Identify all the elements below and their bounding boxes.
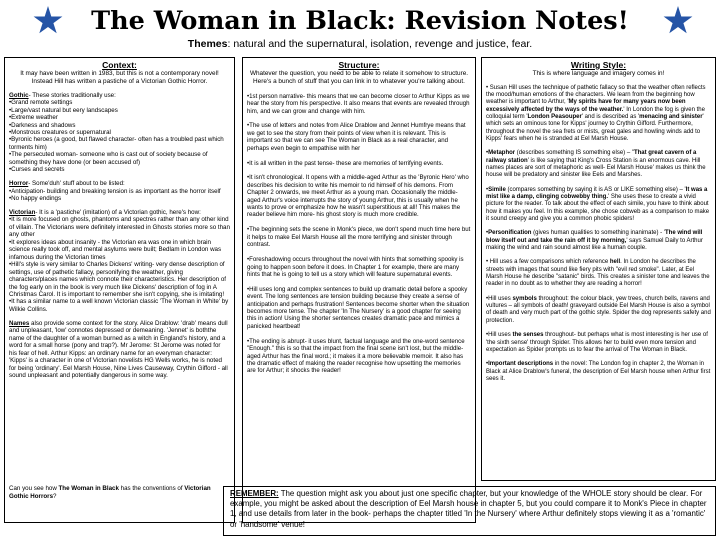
context-intro: It may have been written in 1983, but this is not a contemporary novel! Instead Hill has written a pastiche of a Victorian Gothic Horror. <box>20 70 219 85</box>
list-item: •No happy endings <box>9 195 62 203</box>
structure-point: •1st person narrative- this means that we can become closer to Arthur Kipps as we hear the story from his perspective. It also means that events are revealed through him, and we can grow and change with him. <box>247 92 470 115</box>
context-heading: Context: <box>102 60 137 70</box>
writing-point-symbols: •Hill uses symbols throughout: the colour black, yew trees, church bells, ravens and vultures – all symbols of death! graveyard outside Eel Marsh House is also a symbol of death and very much part of the gothic style. Spider the dog represents safety and protection. <box>486 295 711 324</box>
list-item: •It has a similar name to a well known Victorian classic 'The Woman in White' by Wilkie Collins. <box>9 298 229 313</box>
structure-heading: Structure: <box>338 60 380 70</box>
writing-point-personification: •Personification (gives human qualities to something inanimate) - 'The wind will blow itself out and take the rain off it by morning,' says Samuel Daily to Arthur making the wind and rain sound almost like a human couple. <box>486 230 703 251</box>
structure-intro: Whatever the question, you need to be able to relate it somehow to structure. Here's a bunch of stuff that you can link in to whatever you're talking about. <box>249 70 469 85</box>
list-item: •Darkness and shadows <box>9 121 76 129</box>
structure-point: •It is all written in the past tense- these are memories of terrifying events. <box>247 159 444 167</box>
structure-panel <box>242 57 476 523</box>
gothic-label: Gothic <box>9 91 29 99</box>
themes-text: : natural and the supernatural, isolation, revenge and justice, fear. <box>227 38 533 50</box>
reminder-text: The question might ask you about just one specific chapter, but your knowledge of the WHOLE story should be clear. For example, you might be asked about the description of Eel Marsh house in chapter 5, but you could compare it to Monk's Piece in chapter 1, and use details from later in the book- perhaps the chapter titled 'In the Nursery' where Arthur definitely stops viewing it as a 'romantic' or 'handsome' venue! <box>230 489 707 529</box>
reminder-box <box>223 486 716 536</box>
structure-point: •The ending is abrupt- it uses blunt, factual language and the one-word sentence "Enough." this is so that the impact from the final scene isn't lost, but the middle-aged Arthur has the final word.; it makes it a more believable memoir. It also has the dramatic effect of making the reader recognise how upsetting the memories are for Arthur; it shocks the reader! <box>247 337 465 375</box>
writing-point-pathetic-fallacy: • Susan Hill uses the technique of pathetic fallacy so that the weather often reflects the mood/human emotions of the characters. We learn from the beginning how weather is important to Arthur, 'My spirits have for many years now been excessively affected by the ways of the weather.' In London the fog is given the colloquial term 'London Peasouper' and is described as 'menacing and sinister' which sets an ominous tone for Kipps' journey to Crythin Gifford. Furthermore, throughout the novel the sea frets or mists, great gales and howling winds add to Kipps' fears when he is stranded at Eel Marsh House. <box>486 84 706 142</box>
list-item: •Byronic heroes (a good, but flawed character- often has a troubled past which torments him) <box>9 136 224 151</box>
names-label: Names <box>9 319 30 327</box>
list-item: •Anticipation- building and breaking tension is as important as the horror itself <box>9 187 221 195</box>
page-title: The Woman in Black: Revision Notes! <box>91 6 629 36</box>
writing-point-descriptions: •Important descriptions in the novel: The London fog in chapter 2, the Woman in Black at Alice Drablow's funeral, the description of Eel Marsh house when Arthur first sees it. <box>486 361 711 382</box>
context-footer: Can you see how The Woman in Black has the conventions of Victorian Gothic Horrors? <box>9 485 211 500</box>
list-item: •It explores ideas about insanity - the Victorian era was one in which brain science really took off, and mental asylums were built; Bedlam in London was infamous during the Victorian times <box>9 238 222 261</box>
writing-style-intro: This is where language and imagery comes in! <box>532 70 665 77</box>
structure-point: •The beginning sets the scene in Monk's piece, we don't spend much time here but it helps to make Eel Marsh House all the more terrifying and sinister through contrast. <box>247 226 471 249</box>
writing-style-panel <box>481 57 716 481</box>
list-item: •Extreme weather <box>9 114 58 122</box>
writing-point-simile: •Simile (compares something by saying it is AS or LIKE something else) – 'It was a mist like a damp, clinging cobwebby thing.' She uses these to create a vivid picture for the reader. To talk about the effect of each simile, you have to think about how it makes you feel. In this example, she chose cobweb as a comparison to make it sound creepy and give you a common phobic spiders! <box>486 186 710 222</box>
structure-point: •Foreshadowing occurs throughout the novel with hints that something spooky is going to happen soon before it does. In Chapter 1 for example, there are many hints that he is going to tell us a story which will feature supernatural events. <box>247 256 464 278</box>
list-item: •Grand remote settings <box>9 99 73 107</box>
victorian-label: Victorian <box>9 209 36 217</box>
writing-style-heading: Writing Style: <box>570 60 627 70</box>
writing-point-metaphor: •Metaphor (describes something IS something else) – "That great cavern of a railway station' is like saying that King's Cross Station is an enormous cave. Hill names places are sort of metaphoric as well- Eel Marsh House' makes us think the house will be predatory and sinister like Eels and Marshes. <box>486 150 706 179</box>
context-panel <box>4 57 235 523</box>
list-item: •Curses and secrets <box>9 166 65 174</box>
list-item: •The persecuted woman- someone who is cast out of society because of something they have done (or been accused of) <box>9 151 208 166</box>
list-item: •It is more focused on ghosts, phantoms and spectres rather than any other kind of villain. The Victorians were definitely interested in Ghosts stories more so than any other <box>9 216 230 239</box>
writing-point-senses: •Hill uses the senses throughout- but perhaps what is most interesting is her use of 'the sixth sense' through Spider. This allows her to build even more tension and expectation as Spider prompts us to fear the arrival of The Woman in Black. <box>486 332 708 353</box>
names-block: Names also provide some context for the story. Alice Drablow: 'drab' means dull and unpleasant, 'low' connotes depressed or demeaning. 'Jennet' is boththe name of the daughter of a woman burned as a witch in England's history, and a word for a small horse (pony and trap?). Mr Jerome: St Jerome was noted for his fear of hell. Arthur Kipps: an ordinary name for an everyman character: 'Kipps' is a character in one of Victorian novelists HG Wells works, he is noted for being 'ordinary'. Eel Marsh House, Nine Lives Causeway, Crythin Gifford - all sound unpleasant and potentially dangerous in some way. <box>9 319 228 380</box>
horror-block: Horror- Some'duh' stuff about to be listed: <box>9 180 125 188</box>
list-item: •Large/vast natural but eery landscapes <box>9 106 118 114</box>
reminder-label: REMEMBER: <box>230 489 279 498</box>
themes-line <box>0 38 720 51</box>
gothic-block: Gothic- These stories traditionally use: <box>9 91 116 99</box>
list-item: •Hill's style is very similar to Charles Dickens' writing- very dense description of settings, use of pathetic fallacy, personifying the weather, giving characters/places names which connote their characteristics. Her description of the fog early on in the book is very much like Dickens' description of fog in A Christmas Carol. It is important to remember she isn't copying, she is imitating! <box>9 261 227 299</box>
list-item: •Monstrous creatures or supernatural <box>9 128 111 136</box>
title-row <box>0 4 720 38</box>
writing-point-hell: • Hill uses a few comparisons which reference hell. In London he describes the streets with images that sound like fiery pits with "evil red smoke". Later, at Eel Marsh House he describe "satanic" birds. This creates a sinister tone and leaves the reader in no doubt as to whether they are reading a horror! <box>486 259 710 288</box>
themes-label: Themes <box>187 38 228 50</box>
structure-point: •It isn't chronological. It opens with a middle-aged Arthur as the 'Byronic Hero' who describes his decision to write his memoir to rid himself of his demons. From Chapter 2 onwards, we meet Arthur as a young man. Occasionally the middle-aged Arthur's voice interrupts the story of young Arthur, this is usually when he wants to prove or emphasize how he wasn't superstitious at all! This makes the reader believe him more- his ghost story is much more credible. <box>247 174 469 219</box>
structure-point: •The use of letters and notes from Alice Drablow and Jennet Humfrye means that we get to see the story from their points of view when it is relevant. This is important so that we can see The Woman in Black as a real character, and perhaps even begin to empathise with her <box>247 122 466 152</box>
horror-label: Horror <box>9 180 29 188</box>
victorian-block: Victorian- It is a 'pastiche' (imitation) of a Victorian gothic, here's how: <box>9 209 201 217</box>
structure-point: •Hill uses long and complex sentences to build up dramatic detail before a spooky event. The long sentences are tension building because they create a sense of anticipation and perhaps frustration! Sentences become shorter when the situation becomes more tense. The chapter 'In The Nursery' is a good chapter for seeing this in action! Using the shorter sentences creates dramatic pace and mimics a panicked heartbeat! <box>247 285 470 330</box>
